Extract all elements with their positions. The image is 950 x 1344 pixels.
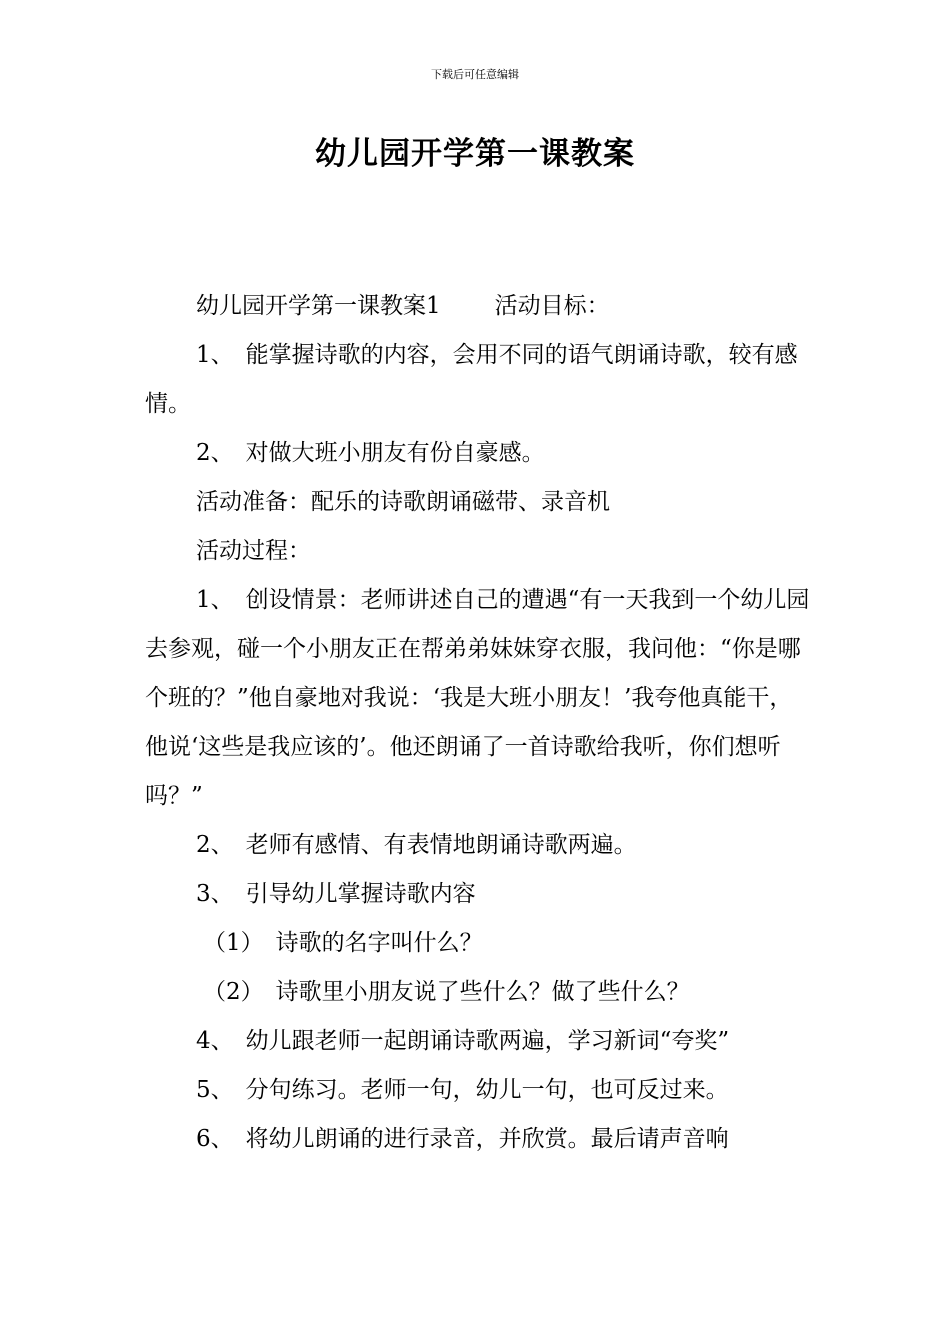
sub-question-text: 诗歌里小朋友说了些什么？做了些什么？	[275, 979, 690, 1005]
intro-line	[145, 282, 810, 331]
goal-label: 活动目标：	[494, 293, 610, 319]
step-item	[145, 1017, 810, 1066]
goal-text: 对做大班小朋友有份自豪感。	[245, 440, 545, 466]
preparation-line: 活动准备：配乐的诗歌朗诵磁带、录音机	[196, 489, 610, 515]
step-number: 3、	[196, 881, 234, 907]
step-item	[145, 1066, 810, 1115]
goal-item	[145, 331, 810, 429]
goal-text: 能掌握诗歌的内容，会用不同的语气朗诵诗歌，较有感情。	[145, 342, 798, 417]
goal-number: 1、	[196, 342, 234, 368]
step-number: 6、	[196, 1126, 234, 1152]
sub-question-number: （2）	[203, 979, 264, 1005]
goal-number: 2、	[196, 440, 234, 466]
step-text: 创设情景：老师讲述自己的遭遇“有一天我到一个幼儿园去参观，碰一个小朋友正在帮弟弟妹妹穿衣服，我问他：“你是哪个班的？”他自豪地对我说：‘我是大班小朋友！’我夸他真能干，他说‘这些是我应该的’。他还朗诵了一首诗歌给我听，你们想听吗？”	[145, 587, 810, 809]
lesson-heading: 幼儿园开学第一课教案1	[196, 293, 441, 319]
document-title: 幼儿园开学第一课教案	[315, 136, 635, 172]
goal-item	[145, 429, 810, 478]
step-text: 幼儿跟老师一起朗诵诗歌两遍，学习新词“夸奖”	[245, 1028, 730, 1054]
step-text: 将幼儿朗诵的进行录音，并欣赏。最后请声音响	[245, 1126, 729, 1152]
step-item	[145, 870, 810, 919]
step-number: 1、	[196, 587, 234, 613]
step-text: 老师有感情、有表情地朗诵诗歌两遍。	[245, 832, 637, 858]
step-text: 分句练习。老师一句，幼儿一句，也可反过来。	[245, 1077, 729, 1103]
step-item	[145, 576, 810, 821]
sub-question-text: 诗歌的名字叫什么？	[275, 930, 483, 956]
step-number: 2、	[196, 832, 234, 858]
step-number: 4、	[196, 1028, 234, 1054]
step-item	[145, 1115, 810, 1164]
header-note: 下载后可任意编辑	[431, 68, 519, 81]
sub-question	[145, 968, 810, 1017]
document-body	[145, 282, 810, 1164]
process-label: 活动过程：	[196, 538, 311, 564]
step-number: 5、	[196, 1077, 234, 1103]
step-text: 引导幼儿掌握诗歌内容	[245, 881, 476, 907]
sub-question-number: （1）	[203, 930, 264, 956]
step-item	[145, 821, 810, 870]
sub-question	[145, 919, 810, 968]
